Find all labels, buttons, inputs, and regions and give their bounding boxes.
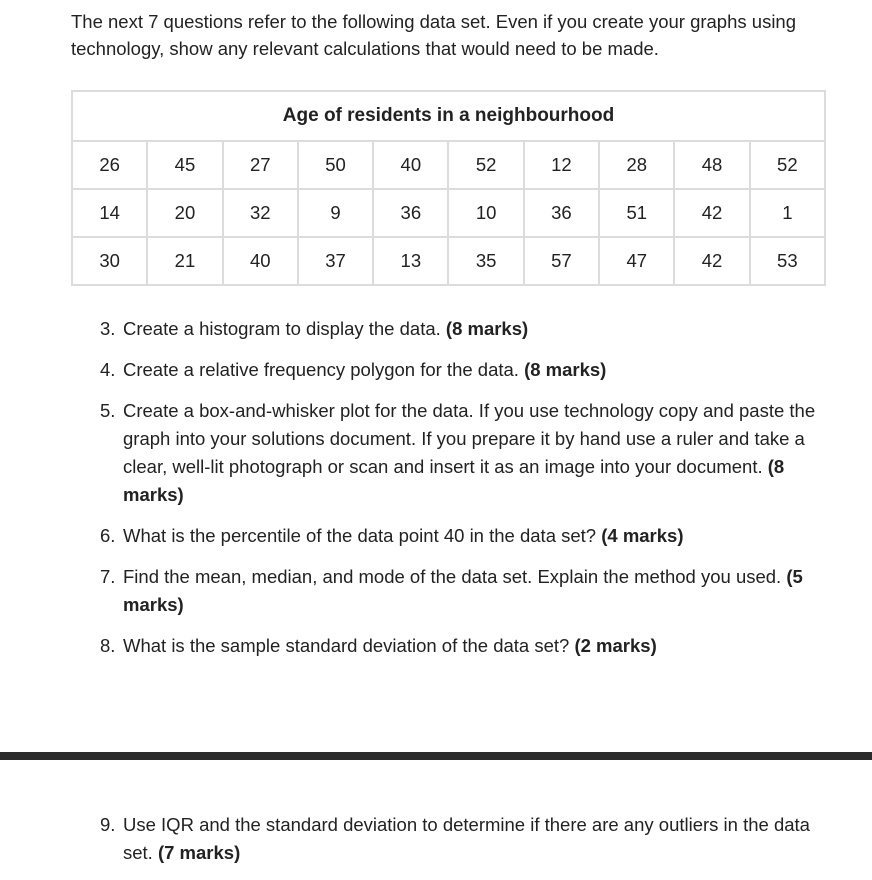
- table-cell: 12: [524, 141, 599, 189]
- questions-list-after-divider: [100, 811, 835, 880]
- table-cell: 14: [72, 189, 147, 237]
- table-cell: 53: [750, 237, 825, 285]
- table-cell: 32: [223, 189, 298, 237]
- question-text: Create a box-and-whisker plot for the data. If you use technology copy and paste the graph into your solutions document. If you prepare it by hand use a ruler and take a clear, well-lit photograph or scan and insert it as an image into your document.: [123, 400, 816, 477]
- question-text: Use IQR and the standard deviation to determine if there are any outliers in the data set.: [123, 814, 810, 863]
- question-text: Create a relative frequency polygon for the data.: [123, 359, 519, 380]
- question-number: 4.: [100, 359, 116, 380]
- question-number: 6.: [100, 525, 116, 546]
- table-cell: 20: [147, 189, 222, 237]
- question-text: What is the percentile of the data point 40 in the data set?: [123, 525, 597, 546]
- table-cell: 35: [448, 237, 523, 285]
- table-cell: 51: [599, 189, 674, 237]
- table-cell: 1: [750, 189, 825, 237]
- table-cell: 42: [674, 237, 749, 285]
- table-title: Age of residents in a neighbourhood: [72, 91, 825, 141]
- question-text: Create a histogram to display the data.: [123, 318, 441, 339]
- question-item: [100, 356, 835, 384]
- question-item: [100, 397, 835, 509]
- table-cell: 40: [373, 141, 448, 189]
- table-cell: 28: [599, 141, 674, 189]
- table-cell: 36: [524, 189, 599, 237]
- question-marks: (8 marks): [524, 359, 607, 380]
- question-number: 8.: [100, 635, 116, 656]
- question-item: [100, 811, 835, 867]
- table-cell: 50: [298, 141, 373, 189]
- table-cell: 37: [298, 237, 373, 285]
- intro-paragraph: The next 7 questions refer to the following data set. Even if you create your graphs using technology, show any relevant calculations that would need to be made.: [71, 11, 797, 59]
- table-cell: 40: [223, 237, 298, 285]
- question-number: 9.: [100, 814, 116, 835]
- question-item: [100, 315, 835, 343]
- question-number: 7.: [100, 566, 116, 587]
- question-marks: (8 marks): [445, 318, 529, 339]
- table-cell: 52: [448, 141, 523, 189]
- question-item: [100, 563, 835, 619]
- questions-list: [100, 315, 835, 673]
- question-item: [100, 632, 835, 660]
- section-divider: [0, 752, 872, 760]
- question-text: Find the mean, median, and mode of the data set. Explain the method you used.: [123, 566, 782, 587]
- question-marks: (4 marks): [601, 525, 684, 546]
- table-row: [72, 141, 825, 189]
- table-cell: 26: [72, 141, 147, 189]
- question-marks: (2 marks): [574, 635, 657, 656]
- table-cell: 10: [448, 189, 523, 237]
- question-marks: (8 marks): [123, 456, 785, 505]
- table-title-row: [72, 91, 825, 141]
- question-marks: (7 marks): [157, 842, 241, 863]
- question-number: 3.: [100, 318, 116, 339]
- table-cell: 48: [674, 141, 749, 189]
- question-marks: (5 marks): [123, 566, 803, 615]
- table-row: [72, 189, 825, 237]
- table-cell: 36: [373, 189, 448, 237]
- question-number: 5.: [100, 400, 116, 421]
- table-cell: 57: [524, 237, 599, 285]
- table-cell: 9: [298, 189, 373, 237]
- question-text: What is the sample standard deviation of the data set?: [123, 635, 570, 656]
- table-cell: 47: [599, 237, 674, 285]
- table-cell: 52: [750, 141, 825, 189]
- table-cell: 42: [674, 189, 749, 237]
- data-table: [71, 90, 826, 286]
- table-cell: 45: [147, 141, 222, 189]
- question-item: [100, 522, 835, 550]
- table-cell: 30: [72, 237, 147, 285]
- table-cell: 21: [147, 237, 222, 285]
- table-cell: 27: [223, 141, 298, 189]
- table-cell: 13: [373, 237, 448, 285]
- table-row: [72, 237, 825, 285]
